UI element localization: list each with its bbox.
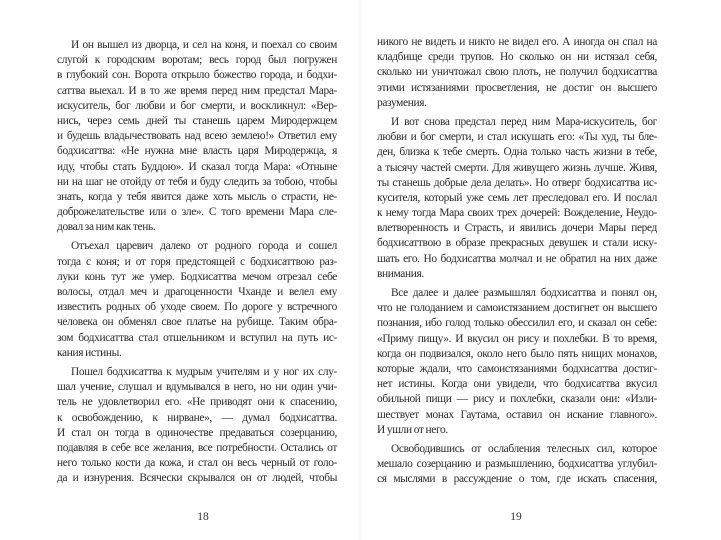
text-line: шал учение, слушал и вдумывался в него, но ни один учи- (57, 381, 337, 394)
text-line: ни на шаг не отойду от тебя и буду следить за тобою, чтобы (57, 175, 337, 188)
text-line: иду, чтобы стать Буддою». И сказал тогда Мара: «Отныне (57, 160, 337, 173)
text-line: познания, ибо голод только обессилил его, и сказал он себе: (377, 317, 657, 330)
text-line: кладбище среди трупов. Но сколько он ни истязал себя, (377, 51, 657, 64)
text-line: кания истины. (57, 346, 122, 359)
text-line: к нему тогда Мара своих трех дочерей: Вожделение, Неудо- (377, 207, 657, 220)
text-line: что не голоданием и самоистязанием достигнет он высшего (377, 302, 657, 315)
text-line: к освобождению, к нирване», — думал бодхисаттва. (57, 411, 337, 424)
text-line: волосы, отдал меч и драгоценности Чханде и велел ему (57, 286, 337, 298)
text-line: доброжелательстве или о зле». С того времени Мара сле- (57, 206, 337, 219)
page-number-right: 19 (510, 511, 522, 523)
paragraph (377, 115, 657, 282)
text-line: обильной пищи — рису и похлебки, сказали они: «Изли- (377, 393, 657, 406)
text-line: в глубокий сон. Ворота открыло божество города, и бодхи- (57, 69, 337, 82)
text-line: Пошел бодхисаттва к мудрым учителям и у ног их слу- (71, 365, 337, 378)
text-line: И стал он тогда в одиночестве предаваться созерцанию, (57, 426, 337, 439)
left-page (0, 0, 360, 540)
text-line: саттва выехал. И в то же время перед ним предстал Мара- (57, 84, 337, 97)
text-line: искуситель, бог любви и бог смерти, и воскликнул: «Вер- (57, 99, 337, 112)
text-line: бодхисаттва: «Не нужна мне власть царя Миродержца, я (57, 145, 337, 158)
text-line: да и изнурения. Всячески скрывался он от людей, чтобы (57, 472, 337, 485)
paragraph (57, 365, 337, 487)
text-line: знать, когда у тебя явится даже хоть мысль о страсти, не- (57, 190, 337, 203)
text-line: нись, через семь дней ты станешь царем Миродержцем (57, 114, 337, 127)
text-line: Все далее и далее размышлял бодхисаттва и понял он, (391, 287, 657, 299)
text-line: которые ждали, что самоистязаниями бодхисаттва достиг- (377, 362, 657, 375)
text-line: разумения. (377, 96, 427, 109)
text-line: «Приму пищу». И вкусил он рису и похлебки. В то время, (377, 332, 657, 345)
text-line: Отъехал царевич далеко от родного города и сошел (71, 240, 337, 253)
text-line: когда он подвизался, около него было пять нищих монахов, (377, 347, 657, 360)
text-line: нет истины. Когда они увидели, что бодхисаттва вкусил (377, 378, 657, 391)
page-number-left: 18 (197, 511, 209, 523)
paragraph (57, 239, 337, 361)
text-line: а тысячу частей смерти. Для живущего жизнь лучше. Живя, (377, 161, 657, 174)
paragraph (377, 286, 657, 438)
text-line: сколько ни уничтожал свою плоть, не получил бодхисаттва (377, 66, 657, 79)
text-line: известить родных об уходе своем. По дороге у встречного (57, 301, 337, 314)
text-line: зом бодхисаттва стал отшельником и вступил на путь ис- (57, 331, 337, 344)
text-line: шать его. Но бодхисаттва молчал и не обратил на них даже (377, 252, 657, 265)
paragraph (377, 442, 657, 488)
text-line: тогда с коня; и от горя предстоящей с бодхисаттвою раз- (57, 255, 337, 268)
text-line: человека он обменял свое платье на рубище. Таким обра- (57, 316, 337, 329)
right-page-text (377, 35, 657, 487)
text-line: шествует монах Гаутама, оставил он искание главного». (377, 408, 657, 421)
text-line: кусителя, который уже семь лет преследовал его. И послал (377, 191, 657, 204)
text-line: этими истязаниями просветления, не достиг он высшего (377, 81, 657, 94)
text-line: внимания. (377, 267, 424, 280)
text-line: ты станешь добрые дела делать». Но отверг бодхисаттва ис- (377, 176, 657, 189)
text-line: и будешь владычествовать над всею землею!» Ответил ему (57, 130, 337, 143)
text-line: него только кости да кожа, и стал он весь черный от голо- (57, 457, 337, 470)
text-line: И вот снова предстал перед ним Мара-искуситель, бог (391, 115, 657, 128)
paragraph (377, 35, 657, 111)
text-line: И ушли от него. (377, 423, 448, 436)
text-line: луки конь тут же умер. Бодхисаттва мечом отрезал себе (57, 270, 337, 283)
right-page (360, 0, 721, 540)
text-line: тель не удовлетворил его. «Не приводят они к спасению, (57, 396, 337, 409)
text-line: ден, близка к тебе смерть. Одна только часть жизни в тебе, (377, 146, 657, 159)
text-line: влетворенность и Страсть, и явились дочери Мары перед (377, 222, 657, 235)
left-page-text (57, 38, 337, 486)
text-line: никого не видеть и никто не видел его. А иногда он спал на (377, 36, 657, 48)
text-line: слугой к городским воротам; весь город был погружен (57, 54, 337, 67)
text-line: Освободившись от ослабления телесных сил, которое (391, 442, 657, 455)
text-line: подавляя в себе все желания, все потребности. Остались от (57, 441, 337, 454)
text-line: И он вышел из дворца, и сел на коня, и поехал со своим (71, 39, 337, 51)
paragraph (57, 38, 337, 235)
text-line: бодхисаттвою в образе прекрасных девушек и стали иску- (377, 237, 657, 250)
text-line: мешало созерцанию и размышлению, бодхисаттва углубил- (377, 458, 657, 471)
text-line: любви и бог смерти, и стал искушать его: «Ты худ, ты бле- (377, 131, 657, 144)
text-line: ся мыслями в рассуждение о том, где искать спасения, (377, 473, 657, 486)
text-line: довал за ним как тень. (57, 221, 156, 234)
